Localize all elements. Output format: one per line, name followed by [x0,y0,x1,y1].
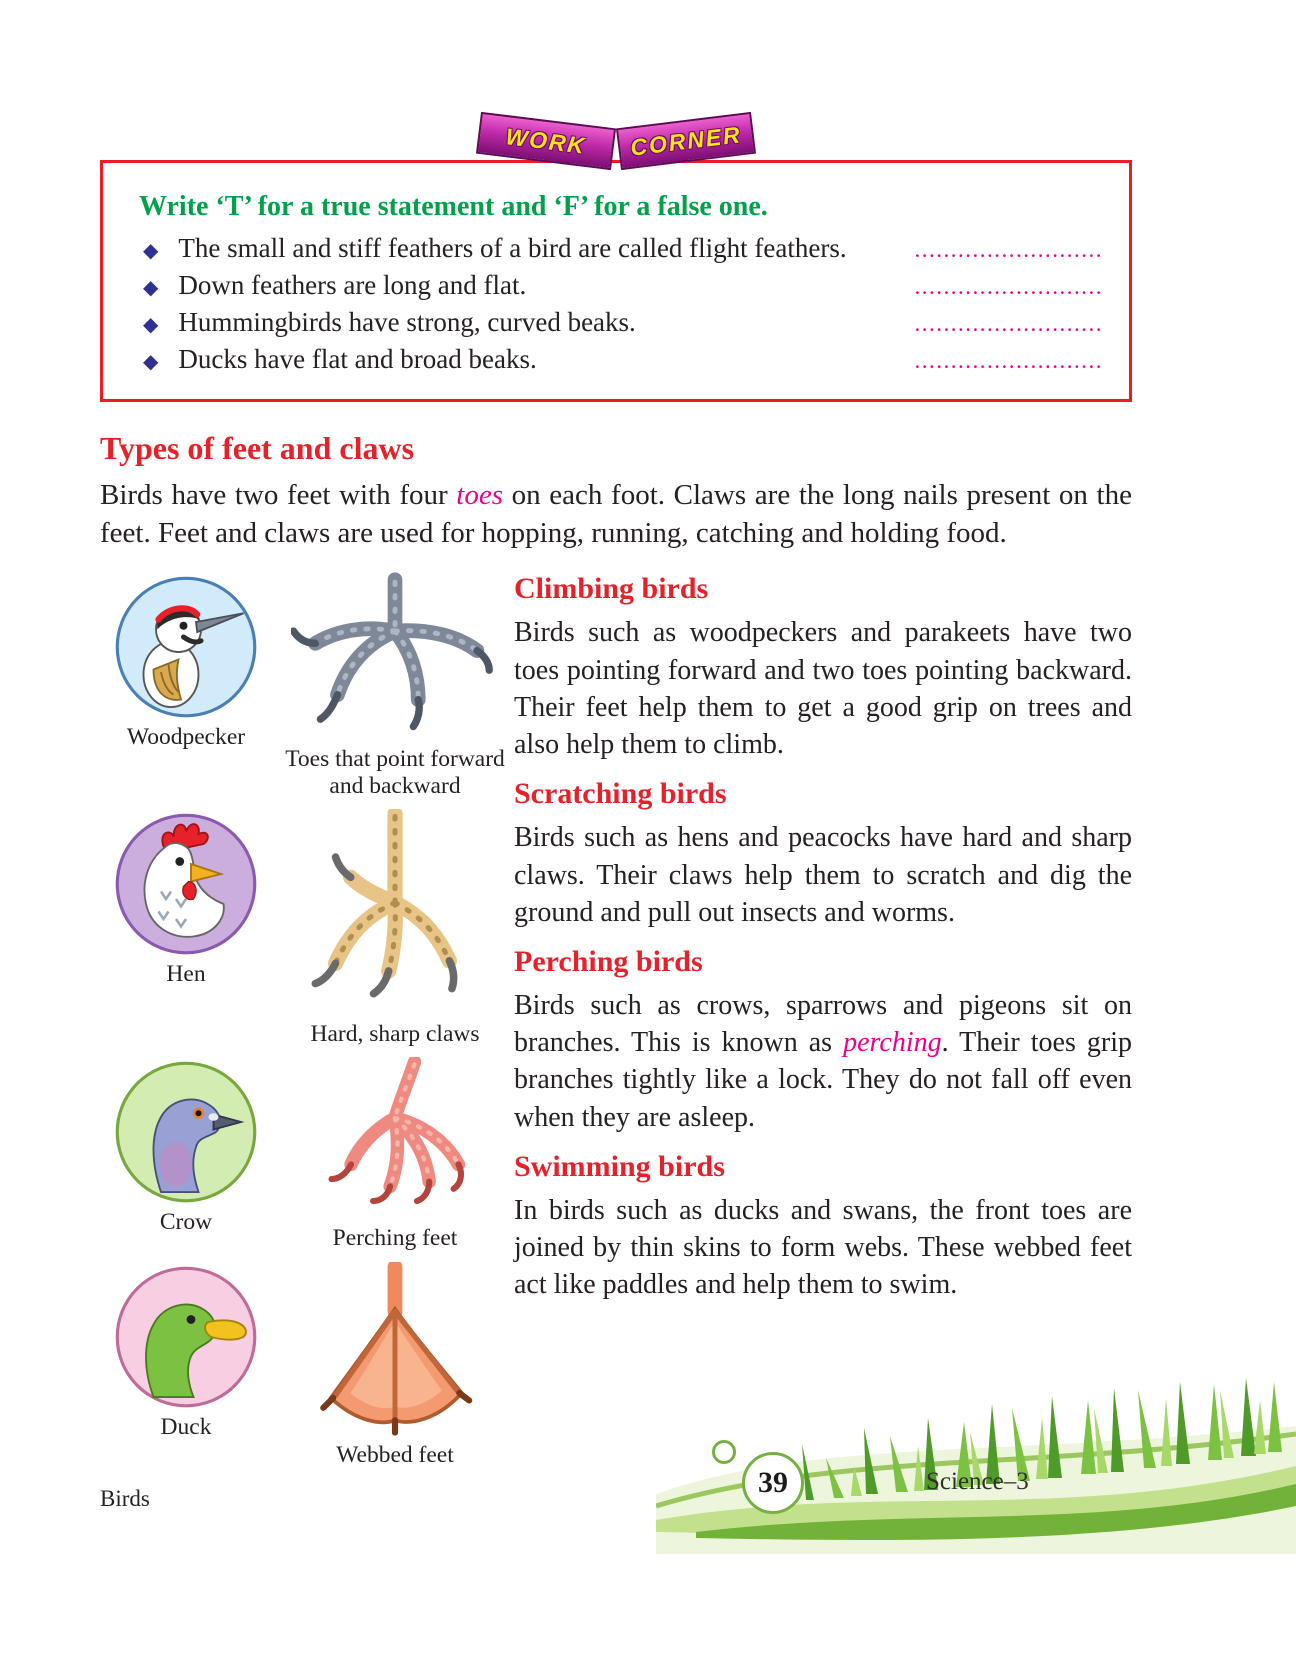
diamond-bullet-icon: ◆ [143,351,159,373]
work-corner-ribbon-left [476,112,616,170]
figure-caption: Hard, sharp claws [310,1021,480,1047]
diamond-bullet-icon: ◆ [143,277,159,299]
figure-caption: Webbed feet [336,1441,454,1468]
banner-word-corner: CORNER [628,120,743,161]
body-text: In birds such as ducks and swans, the front toes are joined by thin skins to form webs. These webbed feet act like paddles and help them to swim. [514,1194,1132,1301]
work-corner-ribbon-right [616,112,756,170]
figure-row-climbing [100,572,514,799]
diamond-bullet-icon: ◆ [143,314,159,336]
statement-text: Hummingbirds have strong, curved beaks. [178,307,636,337]
perching-foot-illustration [295,1057,495,1223]
statement-text: Down feathers are long and flat. [178,270,527,300]
hen-illustration [111,809,261,959]
section-swimming-birds [514,1150,1132,1304]
work-corner-banner [476,112,756,174]
figure-crow [100,1057,272,1235]
figure-perching-feet [276,1057,514,1251]
chapter-title: Birds [100,1486,150,1511]
statement-text: Ducks have flat and broad beaks. [178,344,537,374]
woodpecker-illustration [111,572,261,722]
intro-paragraph [100,477,1132,552]
figure-hard-sharp-claws [276,809,514,1047]
figure-caption: Duck [160,1413,212,1440]
statement-text: The small and stiff feathers of a bird are called flight feathers. [178,233,847,263]
figure-caption: Toes that point forward and backward [285,746,505,799]
body-text: . Their toes grip branches tightly like a lock. They do not fall off even when they are asleep. [514,1027,1133,1133]
figure-row-scratching [100,809,514,1047]
figure-climbing-toes [276,572,514,799]
figure-duck [100,1262,272,1440]
page-number-ring-decoration [712,1440,736,1464]
body-emphasis: perching [843,1027,942,1059]
intro-emphasis: toes [456,479,503,511]
figure-row-perching [100,1057,514,1251]
subsection-title: Perching birds [514,945,703,979]
scratching-foot-illustration [300,809,490,1019]
list-item [127,307,1103,338]
subsection-body [514,614,1132,763]
book-title: Science–3 [926,1468,1029,1495]
page-content [100,112,1132,1478]
figure-webbed-feet [276,1262,514,1468]
answer-blank: .......................... [914,311,1103,336]
intro-text: Birds have two feet with four [100,479,457,511]
webbed-foot-illustration [296,1262,494,1440]
figure-caption: Perching feet [332,1225,458,1252]
diamond-bullet-icon: ◆ [143,240,159,262]
figure-caption: Crow [159,1209,213,1236]
figure-column [100,572,514,1478]
section-perching-birds [514,945,1132,1136]
true-false-activity-box [100,160,1132,402]
list-item [127,233,1103,264]
answer-blank: .......................... [914,274,1103,299]
activity-instruction: Write ‘T’ for a true statement and ‘F’ for a false one. [139,191,768,222]
intro-text: on each foot. Claws are the long nails present on the feet. Feet and claws are used for hopping, running, catching and holding food. [100,479,1132,549]
subsection-body [514,1192,1132,1304]
crow-illustration [111,1057,261,1207]
banner-word-work: WORK [504,122,588,159]
figure-row-swimming [100,1262,514,1468]
climbing-foot-illustration [291,572,499,744]
subsection-body [514,819,1132,931]
page-title: Types of feet and claws [100,430,415,466]
body-text: Birds such as crows, sparrows and pigeons sit on branches. This is known as [514,990,1132,1059]
figure-woodpecker [100,572,272,750]
subsection-title: Climbing birds [514,572,709,606]
subsection-title: Swimming birds [514,1149,725,1183]
page-number: 39 [758,1466,788,1499]
answer-blank: .......................... [914,237,1103,262]
text-column [514,572,1132,1478]
figure-caption: Woodpecker [126,724,246,751]
answer-blank: .......................... [914,348,1103,373]
subsection-title: Scratching birds [514,777,727,811]
duck-illustration [111,1262,261,1412]
figure-caption: Hen [166,961,206,987]
body-text: Birds such as woodpeckers and parakeets have two toes pointing forward and two toes pointing backward. Their feet help them to get a good grip on trees and also help them to climb. [514,617,1132,761]
list-item [127,344,1103,375]
page-number-badge [742,1452,804,1514]
body-text: Birds such as hens and peacocks have hard and sharp claws. Their claws help them to scratch and dig the ground and pull out insects and worms. [514,822,1132,928]
section-climbing-birds [514,572,1132,763]
figure-hen [100,809,272,987]
section-scratching-birds [514,777,1132,931]
list-item [127,270,1103,301]
two-column-layout [100,572,1132,1478]
subsection-body [514,987,1132,1136]
